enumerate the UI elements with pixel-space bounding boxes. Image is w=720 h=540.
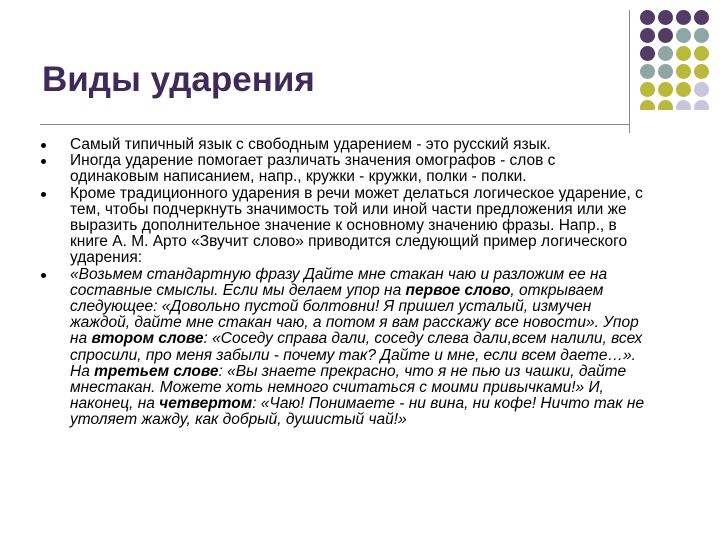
bullet-item-3 [38,186,648,267]
decorative-dot-teal [694,28,709,43]
bullet-text: Самый типичный язык с свободным ударением - это русский язык. [70,136,551,153]
decorative-dot-olive [694,46,709,61]
bullet-item-1 [38,137,648,153]
decorative-dot-teal [640,64,655,79]
decorative-dot-purple [640,28,655,43]
decorative-dot-olive [658,82,673,97]
decorative-dot-lavender [676,100,691,110]
emphasis-first-word: первое слово [405,281,511,299]
bullet-item-4 [38,267,648,429]
quote-text: «Возьмем стандартную фразу Дайте мне стакан чаю и разложим ее на составные смыслы. Если мы делаем упор на [70,265,608,299]
decorative-dot-olive [676,46,691,61]
decorative-dot-olive [658,100,673,110]
emphasis-fourth-word: четвертом [159,395,253,413]
slide-title: Виды ударения [42,60,315,99]
decorative-dot-purple [640,46,655,61]
bullet-text-quote [70,267,648,429]
decorative-dot-lavender [694,82,709,97]
decorative-dot-teal [658,64,673,79]
quote-text: , открываем следующее: «Довольно пустой болтовни! Я пришел усталый, измучен жаждой, дайте мне стакан чаю, а потом я вам расскажу все новости». Упор на [70,281,639,348]
decorative-dot-lavender [694,100,709,110]
decorative-dot-olive [640,100,655,110]
bullet-dot-icon [41,273,46,278]
bullet-text: Кроме традиционного ударения в речи может делаться логическое ударение, с тем, чтобы подчеркнуть значимость той или иной части предложения или же выразить дополнительное значение к основному значению фразы. Напр., в книге А. М. Арто «Звучит слово» приводится следующий пример логического ударения: [70,184,643,267]
decorative-dot-purple [640,10,655,25]
decorative-dot-olive [676,82,691,97]
decorative-dot-purple [658,10,673,25]
bullet-list [38,137,648,429]
quote-text: : «Чаю! Понимаете - ни вина, ни кофе! Ничто так не утоляет жажду, как добрый, душистый чай!» [70,395,645,429]
bullet-dot-icon [41,192,46,197]
bullet-dot-icon [41,159,46,164]
quote-text: : «Вы знаете прекрасно, что я не пью из чашки, дайте мнестакан. Можете хоть немного считаться с моими привычками!» И, наконец, на [70,362,627,413]
decorative-dot-olive [676,64,691,79]
decorative-dot-purple [658,28,673,43]
bullet-text: Иногда ударение помогает различать значения омографов - слов с одинаковым написанием, напр., кружки - кружки, полки - полки. [70,152,556,186]
emphasis-second-word: втором слове [91,330,204,348]
decorative-dot-olive [640,82,655,97]
decorative-dot-olive [694,64,709,79]
emphasis-third-word: третьем слове [94,362,219,380]
quote-text: : «Соседу справа дали, соседу слева дали,всем налили, всех спросили, про меня забыли - почему так? Дайте и мне, если всем даете…». На [70,330,643,380]
decorative-dot-grid [640,10,720,110]
decorative-dot-purple [676,10,691,25]
bullet-dot-icon [41,143,46,148]
decorative-dot-teal [658,46,673,61]
decorative-dot-purple [694,10,709,25]
decorative-dot-teal [676,28,691,43]
vertical-divider-line [629,10,630,133]
title-underline [40,124,630,125]
bullet-item-2 [38,153,648,185]
